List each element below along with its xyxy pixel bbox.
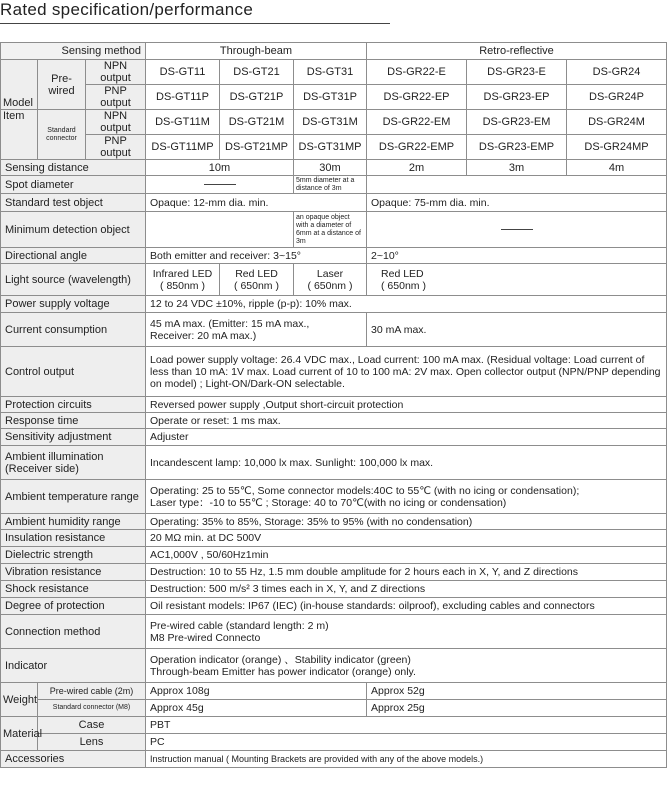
indicator-line: Operation indicator (orange) 、Stability indicator (green)	[150, 653, 411, 666]
accessories-value: Instruction manual ( Mounting Brackets are provided with any of the above models.)	[146, 751, 667, 768]
protection-circuits-value: Reversed power supply ,Output short-circuit protection	[146, 397, 667, 413]
not-applicable-dash	[367, 212, 667, 248]
control-output-value: Load power supply voltage: 26.4 VDC max., Load current: 100 mA max. (Residual voltage: Load current of less than 10 mA: 1V max. Load current of 10 to 100 mA: 2V max. Open collector output (NPN/PNP depending on model) ; Light-ON/Dark-ON selectable.	[146, 347, 667, 397]
weight-connector-label: Standard connector (M8)	[38, 700, 146, 717]
model-cell: DS-GT11M	[146, 110, 220, 135]
weight-value: Approx 108g	[146, 683, 367, 700]
model-cell: DS-GR22-EM	[367, 110, 467, 135]
model-cell: DS-GR24P	[567, 85, 667, 110]
standard-test-object-value: Opaque: 75-mm dia. min.	[367, 194, 667, 212]
vibration-resistance-value: Destruction: 10 to 55 Hz, 1.5 mm double amplitude for 2 hours each in X, Y, and Z directions	[146, 564, 667, 581]
current-consumption-label: Current consumption	[1, 313, 146, 347]
connection-method-line: M8 Pre-wired Connecto	[150, 631, 261, 644]
npn-output-label: NPN output	[86, 110, 146, 135]
dielectric-strength-value: AC1,000V , 50/60Hz1min	[146, 547, 667, 564]
pnp-output-label: PNP output	[86, 135, 146, 160]
sensing-method-label: Sensing method	[1, 43, 146, 60]
item-label: Item	[1, 110, 38, 160]
power-supply-label: Power supply voltage	[1, 296, 146, 313]
model-cell: DS-GT31	[294, 60, 367, 85]
material-lens-label: Lens	[38, 734, 146, 751]
model-cell: DS-GT21P	[220, 85, 294, 110]
sensing-distance-value: 30m	[294, 160, 367, 176]
indicator-line: Through-beam Emitter has power indicator (orange) only.	[150, 665, 416, 678]
material-case-value: PBT	[146, 717, 667, 734]
light-source-value	[220, 264, 294, 296]
ambient-illumination-value: Incandescent lamp: 10,000 lx max. Sunlight: 100,000 lx max.	[146, 446, 667, 480]
light-source-type: Red LED	[235, 267, 278, 280]
page-title: Rated specification/performance	[0, 0, 254, 19]
power-supply-value: 12 to 24 VDC ±10%, ripple (p-p): 10% max.	[146, 296, 667, 313]
response-time-value: Operate or reset: 1 ms max.	[146, 413, 667, 429]
retro-reflective-header: Retro-reflective	[367, 43, 667, 60]
sensitivity-adjustment-label: Sensitivity adjustment	[1, 429, 146, 446]
current-consumption-line: Receiver: 20 mA max.)	[150, 329, 257, 342]
minimum-detection-label: Minimum detection object	[1, 212, 146, 248]
dielectric-strength-label: Dielectric strength	[1, 547, 146, 564]
standard-test-object-value: Opaque: 12-mm dia. min.	[146, 194, 367, 212]
ambient-illumination-label-line: Ambient illumination	[5, 450, 104, 463]
vibration-resistance-label: Vibration resistance	[1, 564, 146, 581]
shock-resistance-label: Shock resistance	[1, 581, 146, 598]
connection-method-value	[146, 615, 667, 649]
minimum-detection-value: an opaque object with a diameter of 6mm at a distance of 3m	[294, 212, 367, 248]
model-cell: DS-GR23-EM	[467, 110, 567, 135]
model-cell: DS-GR22-EP	[367, 85, 467, 110]
sensing-distance-value: 3m	[467, 160, 567, 176]
model-cell: DS-GR23-EP	[467, 85, 567, 110]
ambient-humidity-value: Operating: 35% to 85%, Storage: 35% to 95% (with no condensation)	[146, 514, 667, 530]
spot-diameter-label: Spot diameter	[1, 176, 146, 194]
directional-angle-label: Directional angle	[1, 248, 146, 264]
model-cell: DS-GR22-E	[367, 60, 467, 85]
light-source-wavelength: ( 650nm )	[381, 279, 426, 292]
light-source-type: Laser	[316, 267, 344, 280]
model-cell: DS-GR22-EMP	[367, 135, 467, 160]
accessories-label: Accessories	[1, 751, 146, 768]
pre-wired-label: Pre-wired	[38, 60, 86, 110]
light-source-wavelength: ( 850nm )	[160, 279, 205, 292]
weight-prewired-label: Pre-wired cable (2m)	[38, 683, 146, 700]
current-consumption-value	[146, 313, 367, 347]
light-source-value	[146, 264, 220, 296]
empty-cell	[367, 176, 667, 194]
model-cell: DS-GT11MP	[146, 135, 220, 160]
control-output-label: Control output	[1, 347, 146, 397]
through-beam-header: Through-beam	[146, 43, 367, 60]
model-cell: DS-GR23-E	[467, 60, 567, 85]
model-cell: DS-GT21	[220, 60, 294, 85]
light-source-value	[294, 264, 367, 296]
connection-method-label: Connection method	[1, 615, 146, 649]
response-time-label: Response time	[1, 413, 146, 429]
insulation-resistance-value: 20 MΩ min. at DC 500V	[146, 530, 667, 547]
weight-label: Weight	[1, 683, 38, 717]
sensing-distance-value: 4m	[567, 160, 667, 176]
weight-value: Approx 52g	[367, 683, 667, 700]
sensing-distance-value: 2m	[367, 160, 467, 176]
model-cell: DS-GT11P	[146, 85, 220, 110]
empty-cell	[146, 212, 294, 248]
directional-angle-value: 2~10°	[367, 248, 667, 264]
sensing-distance-value: 10m	[146, 160, 294, 176]
ambient-humidity-label: Ambient humidity range	[1, 514, 146, 530]
light-source-label: Light source (wavelength)	[1, 264, 146, 296]
npn-output-label: NPN output	[86, 60, 146, 85]
ambient-temperature-line: Laser type：-10 to 55℃ ; Storage: 40 to 70℃(with no icing or condensation)	[150, 496, 507, 509]
sensing-distance-label: Sensing distance	[1, 160, 146, 176]
pnp-output-label: PNP output	[86, 85, 146, 110]
model-cell: DS-GT21MP	[220, 135, 294, 160]
degree-of-protection-value: Oil resistant models: IP67 (IEC) (in-house standards: oilproof), excluding cables and connectors	[146, 598, 667, 615]
standard-connector-label: Standard connector	[38, 110, 86, 160]
standard-test-object-label: Standard test object	[1, 194, 146, 212]
current-consumption-line: 45 mA max. (Emitter: 15 mA max.,	[150, 317, 310, 330]
model-cell: DS-GR24	[567, 60, 667, 85]
title-underline	[0, 23, 390, 24]
light-source-type: Infrared LED	[152, 267, 213, 280]
connection-method-line: Pre-wired cable (standard length: 2 m)	[150, 619, 329, 632]
protection-circuits-label: Protection circuits	[1, 397, 146, 413]
ambient-temperature-label: Ambient temperature range	[1, 480, 146, 514]
not-applicable-dash	[146, 176, 294, 194]
ambient-illumination-label-line: (Receiver side)	[5, 462, 79, 475]
model-label: Model	[1, 60, 38, 110]
indicator-value	[146, 649, 667, 683]
model-cell: DS-GT11	[146, 60, 220, 85]
directional-angle-value: Both emitter and receiver: 3~15°	[146, 248, 367, 264]
model-cell: DS-GR23-EMP	[467, 135, 567, 160]
spot-diameter-value: 5mm diameter at a distance of 3m	[294, 176, 367, 194]
light-source-value	[367, 264, 667, 296]
indicator-label: Indicator	[1, 649, 146, 683]
ambient-illumination-label	[1, 446, 146, 480]
material-label: Material	[1, 717, 38, 751]
sensitivity-adjustment-value: Adjuster	[146, 429, 667, 446]
current-consumption-value: 30 mA max.	[367, 313, 667, 347]
model-cell: DS-GT31M	[294, 110, 367, 135]
weight-value: Approx 25g	[367, 700, 667, 717]
model-cell: DS-GT21M	[220, 110, 294, 135]
ambient-temperature-line: Operating: 25 to 55℃, Some connector models:40C to 55℃ (with no icing or condensation);	[150, 484, 580, 497]
model-cell: DS-GT31P	[294, 85, 367, 110]
light-source-wavelength: ( 650nm )	[307, 279, 353, 292]
light-source-type: Red LED	[381, 267, 424, 280]
model-cell: DS-GR24MP	[567, 135, 667, 160]
model-cell: DS-GT31MP	[294, 135, 367, 160]
light-source-wavelength: ( 650nm )	[234, 279, 279, 292]
model-cell: DS-GR24M	[567, 110, 667, 135]
ambient-temperature-value	[146, 480, 667, 514]
weight-value: Approx 45g	[146, 700, 367, 717]
spec-table	[0, 42, 667, 768]
insulation-resistance-label: Insulation resistance	[1, 530, 146, 547]
material-lens-value: PC	[146, 734, 667, 751]
degree-of-protection-label: Degree of protection	[1, 598, 146, 615]
material-case-label: Case	[38, 717, 146, 734]
shock-resistance-value: Destruction: 500 m/s² 3 times each in X, Y, and Z directions	[146, 581, 667, 598]
